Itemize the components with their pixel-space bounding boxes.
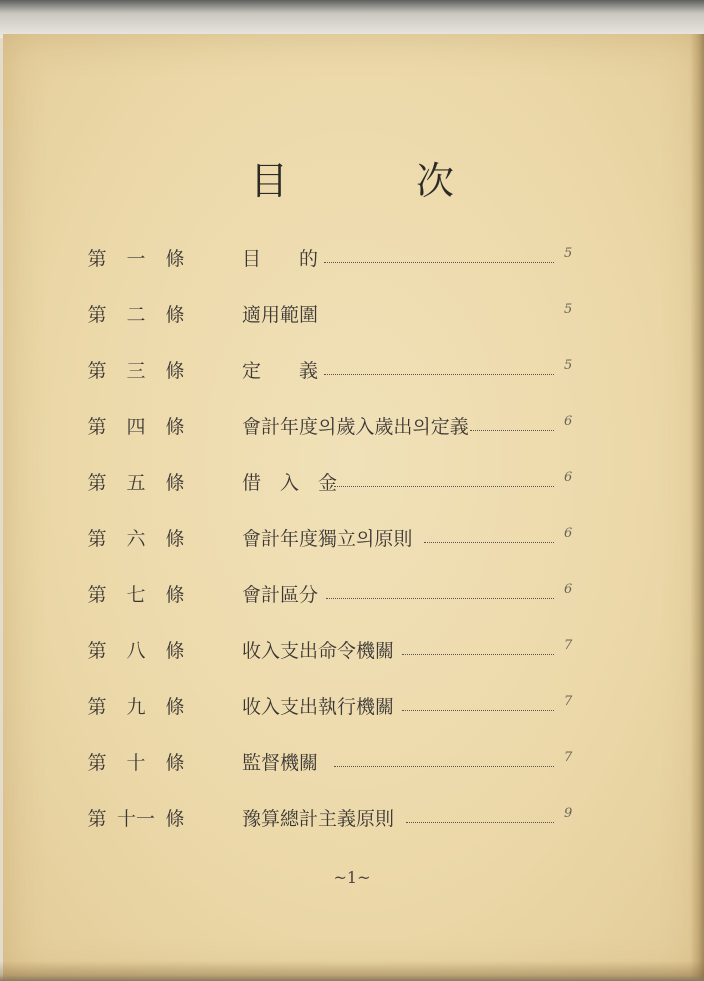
page-number: 6 <box>564 526 573 541</box>
toc-row <box>86 468 586 498</box>
article-title: 收入支出執行機關 <box>242 696 395 718</box>
page-number: 7 <box>564 750 573 765</box>
article-title: 豫算總計主義原則 <box>242 808 395 830</box>
article-suffix: 條 <box>165 472 185 494</box>
toc-row <box>86 748 586 778</box>
dot-leader <box>402 710 554 711</box>
toc-row <box>86 244 586 274</box>
article-suffix: 條 <box>165 808 185 830</box>
toc-row <box>86 804 586 834</box>
article-number <box>86 748 186 775</box>
article-number <box>86 300 186 327</box>
article-number <box>86 356 186 383</box>
article-numeral: 六 <box>126 528 146 550</box>
article-title: 收入支出命令機關 <box>242 640 395 662</box>
dot-leader <box>324 262 554 263</box>
page-number: 5 <box>564 246 573 261</box>
dot-leader <box>326 598 554 599</box>
article-prefix: 第 <box>87 416 107 438</box>
article-title: 適用範圍 <box>242 304 319 326</box>
article-prefix: 第 <box>87 640 107 662</box>
article-numeral: 五 <box>126 472 146 494</box>
article-title: 會計年度의歲入歲出의定義 <box>242 416 469 438</box>
dot-leader <box>334 766 554 767</box>
toc-row <box>86 356 586 386</box>
article-numeral: 十一 <box>116 808 155 830</box>
article-numeral: 一 <box>126 248 146 270</box>
article-number <box>86 692 186 719</box>
article-title: 會計年度獨立의原則 <box>242 528 413 550</box>
article-suffix: 條 <box>165 360 185 382</box>
article-numeral: 四 <box>126 416 146 438</box>
page-number: 5 <box>564 358 573 373</box>
article-suffix: 條 <box>165 304 185 326</box>
article-numeral: 七 <box>126 584 146 606</box>
toc-row <box>86 300 586 330</box>
article-suffix: 條 <box>165 752 185 774</box>
toc-row <box>86 412 586 442</box>
dot-leader <box>334 486 554 487</box>
article-suffix: 條 <box>165 640 185 662</box>
article-prefix: 第 <box>87 304 107 326</box>
article-prefix: 第 <box>87 528 107 550</box>
article-number <box>86 580 186 607</box>
article-prefix: 第 <box>87 808 107 830</box>
toc-row <box>86 692 586 722</box>
article-numeral: 九 <box>126 696 146 718</box>
toc-row <box>86 524 586 554</box>
article-suffix: 條 <box>165 528 185 550</box>
page-number: 9 <box>564 806 573 821</box>
page-title: 目 次 <box>249 159 513 203</box>
page-number: 6 <box>564 414 573 429</box>
article-number <box>86 244 186 271</box>
article-title: 會計區分 <box>242 584 319 606</box>
article-prefix: 第 <box>87 584 107 606</box>
article-suffix: 條 <box>165 416 185 438</box>
article-title: 監督機關 <box>242 752 319 774</box>
article-suffix: 條 <box>165 584 185 606</box>
article-prefix: 第 <box>87 360 107 382</box>
page-footer-number: ~1~ <box>333 868 371 887</box>
article-number <box>86 468 186 495</box>
article-suffix: 條 <box>165 696 185 718</box>
article-title: 借 入 金 <box>242 472 338 494</box>
page-number: 7 <box>564 638 573 653</box>
article-prefix: 第 <box>87 696 107 718</box>
dot-leader <box>424 542 554 543</box>
article-numeral: 三 <box>126 360 146 382</box>
article-prefix: 第 <box>87 248 107 270</box>
article-number <box>86 636 186 663</box>
article-prefix: 第 <box>87 472 107 494</box>
article-suffix: 條 <box>165 248 185 270</box>
page-number: 7 <box>564 694 573 709</box>
article-number <box>86 524 186 551</box>
article-number <box>86 804 186 831</box>
article-title: 目 的 <box>242 248 319 270</box>
article-number <box>86 412 186 439</box>
page-number: 6 <box>564 582 573 597</box>
toc-row <box>86 636 586 666</box>
dot-leader <box>470 430 554 431</box>
dot-leader <box>324 374 554 375</box>
article-numeral: 二 <box>126 304 146 326</box>
dot-leader <box>406 822 554 823</box>
article-numeral: 十 <box>126 752 146 774</box>
page-number: 6 <box>564 470 573 485</box>
article-title: 定 義 <box>242 360 319 382</box>
page-number: 5 <box>564 302 573 317</box>
article-prefix: 第 <box>87 752 107 774</box>
toc-row <box>86 580 586 610</box>
dot-leader <box>402 654 554 655</box>
article-numeral: 八 <box>126 640 146 662</box>
